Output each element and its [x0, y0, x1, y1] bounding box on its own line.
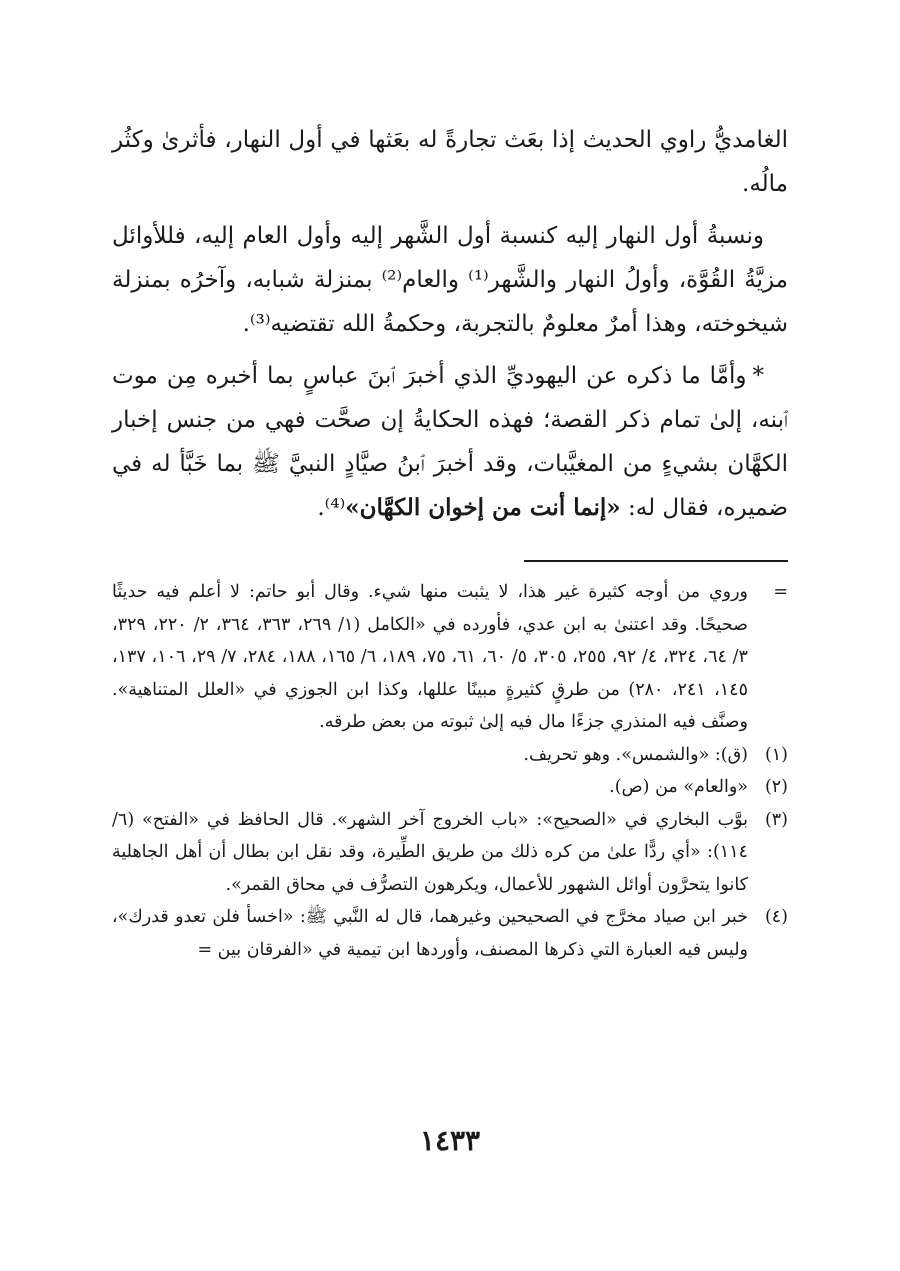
footnote-2 [112, 771, 788, 804]
body-paragraph-3-text: وأمَّا ما ذكره عن اليهوديِّ الذي أخبرَ ٱبنَ عباسٍ بما أخبره مِن موت ٱبنه، إلىٰ تمام ذكر القصة؛ فهذه الحكايةُ إن صحَّت فهي من جنس إخبار الكهَّان بشيءٍ من المغيَّبات، وقد أخبرَ ٱبنُ صيَّادٍ النبيَّ ﷺ بما خَبَّأ له في ضميره، فقال له: [112, 363, 788, 521]
footnotes [112, 576, 788, 966]
footnote-number: (٤) [764, 907, 788, 927]
page-number: ١٤٣٣ [419, 1124, 481, 1157]
body-paragraph-2: ونسبةُ أول النهار إليه كنسبة أول الشَّهر إليه وأول العام إليه، فللأوائل مزيَّةُ القُوَّة، وأولُ النهار والشَّهر⁽¹⁾ والعام⁽²⁾ بمنزلة شبابه، وآخرُه بمنزلة شيخوخته، وهذا أمرٌ معلومٌ بالتجربة، وحكمةُ الله تقتضيه⁽³⁾. [112, 223, 788, 337]
footnote-number: (٢) [764, 777, 788, 797]
footnote-text: «والعام» من (ص). [609, 777, 748, 797]
footnote-3 [112, 804, 788, 902]
footnote-separator [524, 560, 788, 562]
footnote-4 [112, 901, 788, 966]
footnote-continuation-text: وروي من أوجه كثيرة غير هذا، لا يثبت منها شيء. وقال أبو حاتم: لا أعلم فيه حديثًا صحيحًا. وقد اعتنىٰ به ابن عدي، فأورده في «الكامل (١/ ٢٦٩، ٣٦٣، ٣٦٤، ٢/ ٢٢٠، ٣٢٩، ٣/ ٦٤، ٣٢٤، ٤/ ٩٢، ٢٥٥، ٣٠٥، ٥/ ٦٠، ٦١، ٧٥، ١٨٩، ٦/ ١٦٥، ١٨٨، ٢٨٤، ٧/ ٢٩، ١٠٦، ١٣٧، ١٤٥، ٢٤١، ٢٨٠) من طرقٍ كثيرةٍ مبينًا عللها، وكذا ابن الجوزي في «العلل المتناهية». وصنَّف فيه المنذري جزءًا مال فيه إلىٰ ثبوته من بعض طرقه. [112, 582, 748, 732]
footnote-separator-wrap [112, 538, 788, 576]
hadith-quote: «إنما أنت من إخوان الكهَّان» [345, 494, 621, 521]
footnote-text: خبر ابن صياد مخرَّج في الصحيحين وغيرهما، قال له النَّبي ﷺ: «اخسأ فلن تعدو قدرك»، وليس فيه العبارة التي ذكرها المصنف، وأوردها ابن تيمية في «الفرقان بين = [112, 907, 748, 960]
footnote-ref-4: ⁽⁴⁾. [317, 495, 346, 521]
footnote-text: بوَّب البخاري في «الصحيح»: «باب الخروج آخر الشهر». قال الحافظ في «الفتح» (٦/ ١١٤): «أي ردًّا علىٰ من كره ذلك من طريق الطِّيرة، وقد نقل ابن بطال أن أهل الجاهلية كانوا يتحرَّون أوائل الشهور للأعمال، ويكرهون التصرُّف في محاق القمر». [112, 809, 748, 895]
page-content [112, 118, 788, 966]
body-paragraph-3 [112, 354, 788, 530]
footnote-1 [112, 739, 788, 772]
continuation-marker: = [773, 582, 788, 602]
footnote-number: (٣) [764, 809, 788, 830]
footnote-number: (١) [764, 744, 788, 765]
footnote-text: (ق): «والشمس». وهو تحريف. [523, 744, 748, 765]
body-paragraph-1: الغامديُّ راوي الحديث إذا بعَث تجارةً له بعَثها في أول النهار، فأثرىٰ وكثُر مالُه. [112, 127, 788, 197]
star-marker: * [752, 363, 764, 389]
footnote-continuation [112, 576, 788, 739]
